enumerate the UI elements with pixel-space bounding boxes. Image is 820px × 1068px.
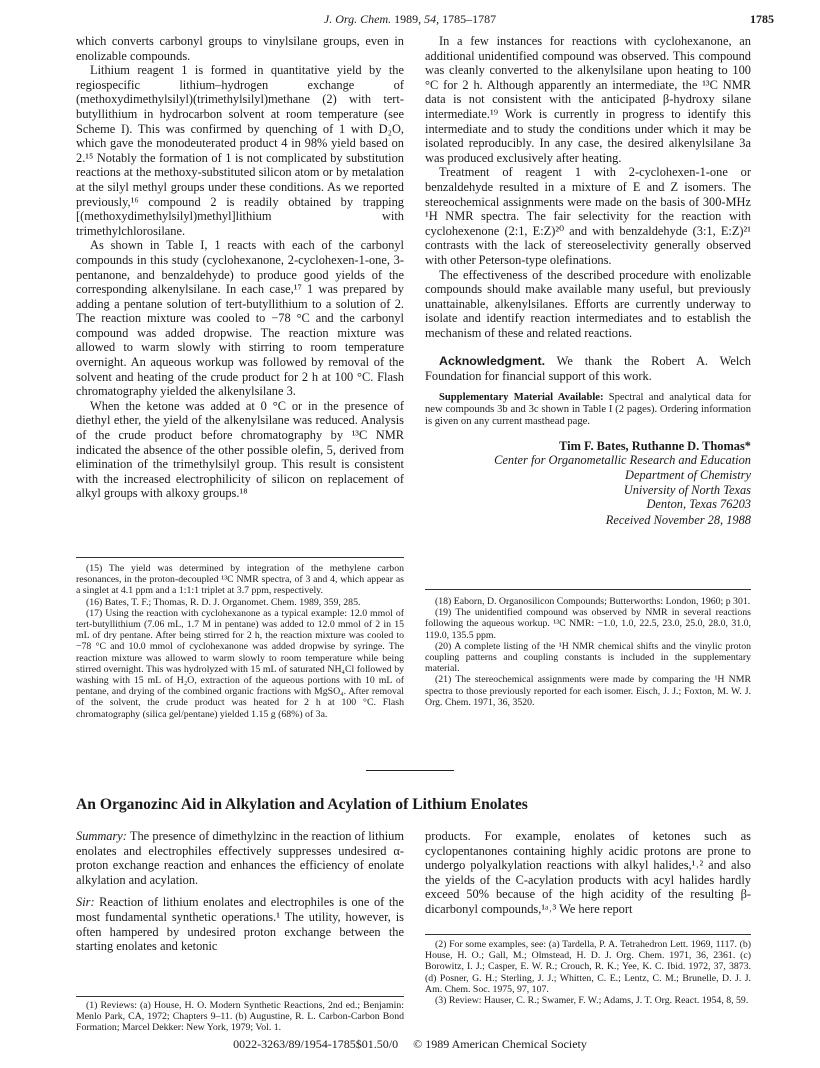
article1-right-column bbox=[425, 34, 751, 527]
header-pages: 1785–1787 bbox=[439, 12, 497, 26]
affiliation-3: University of North Texas bbox=[623, 482, 751, 497]
footnote: (2) For some examples, see: (a) Tardella, P. A. Tetrahedron Lett. 1969, 1117. (b) House, H. O.; Gall, M.; Olmstead, H. D. J. Org. Chem. 1971, 36, 2361. (c) Borowitz, I. J.; Casper, E. W. R.; Crouch, R. K.; Yee, K. C. Ibid. 1972, 37, 3873. (d) Posner, G. H.; Sterling, J. J.; Whitten, C. E.; Lentz, C. M.; Brunelle, D. J. J. Am. Chem. Soc. 1975, 97, 107. bbox=[425, 939, 751, 995]
footnote: (19) The unidentified compound was observed by NMR in several reactions following the aqueous workup. ¹³C NMR: −1.0, 1.0, 22.5, 23.0, 25.0, 28.0, 31.0, 119.0, 135.5 ppm. bbox=[425, 607, 751, 641]
paragraph: The effectiveness of the described procedure with enolizable compounds should make available many useful, but previously unattainable, alkenylsilanes. Efforts are currently underway to isolate and identify reaction intermediates and to establish the mechanism of these and related reactions. bbox=[425, 267, 751, 340]
paragraph: which converts carbonyl groups to vinylsilane groups, even in enolizable compounds. bbox=[76, 34, 404, 63]
affiliation-2: Department of Chemistry bbox=[625, 468, 751, 483]
footnote: (20) A complete listing of the ¹H NMR chemical shifts and the vinylic proton coupling patterns and coupling constants is included in the supplementary material. bbox=[425, 640, 751, 675]
footnote: (15) The yield was determined by integration of the methylene carbon resonances, in the proton-decoupled ¹³C NMR spectra, of 3 and 4, which appear as a singlet at 4.1 ppm and a 1:1:1 triplet at 3.7 ppm, respectively. bbox=[76, 563, 404, 597]
footnote-rule bbox=[76, 557, 404, 558]
affiliation-1: Center for Organometallic Research and Education bbox=[494, 453, 751, 468]
sir-paragraph bbox=[76, 895, 404, 953]
footnote: (3) Review: Hauser, C. R.; Swamer, F. W.; Adams, J. T. Org. React. 1954, 8, 59. bbox=[435, 995, 749, 1007]
acknowledgment bbox=[425, 354, 751, 383]
acknowledgment-text: We thank the Robert A. Welch Foundation for financial support of this work. bbox=[425, 354, 751, 384]
footnote-rule bbox=[425, 589, 751, 590]
paragraph: products. For example, enolates of ketones such as cyclopentanones containing highly acidic protons are prone to undergo polyalkylation reactions with alkyl halides,¹˒² and also the yields of the C-acylation products with acyl halides hardly exceed 50% because of the high acidity of the resulting β-dicarbonyl compounds,¹ᵃ˒³ We here report bbox=[425, 829, 751, 916]
paragraph: In a few instances for reactions with cyclohexanone, an additional unidentified compound was observed. This compound was cleanly converted to the alkenylsilane upon heating to 100 °C for 2 h. Although apparently an intermediate, the ¹³C NMR data is not consistent with the anticipated β-hydroxy silane intermediate.¹⁹ Work is currently in progress to identify this intermediate and to study the conditions under which it may be isolated reproducibly. In any case, the desired alkenylsilane 3a was produced exclusively after heating. bbox=[425, 34, 751, 165]
supplementary-text: Spectral and analytical data for new compounds 3b and 3c shown in Table I (2 pages). Ordering information is given on any current masthead page. bbox=[425, 391, 751, 428]
paragraph: When the ketone was added at 0 °C or in the presence of diethyl ether, the yield of the alkenylsilane was reduced. Analysis of the crude product before chromatography by ¹³C NMR indicated the absence of the other possible olefin, 5, derived from elimination of the trimethylsilyl group. This result is consistent with the increased electrophilicity of silicon on replacement of alkyl groups with alkoxy groups.¹⁸ bbox=[76, 398, 404, 501]
page-footer bbox=[0, 1037, 820, 1052]
acknowledgment-label: Acknowledgment. bbox=[439, 354, 546, 369]
supplementary-material bbox=[425, 392, 751, 429]
footnote: (16) Bates, T. F.; Thomas, R. D. J. Organomet. Chem. 1989, 359, 285. bbox=[86, 596, 361, 608]
article2-right-column bbox=[425, 829, 751, 917]
article2-left-column bbox=[76, 829, 404, 954]
summary-label: Summary: bbox=[76, 829, 127, 843]
article1-right-footnotes bbox=[425, 596, 751, 708]
footnote: (18) Eaborn, D. Organosilicon Compounds; Butterworths: London, 1960; p 301. bbox=[435, 596, 751, 607]
footnote: (21) The stereochemical assignments were made by comparing the ¹H NMR spectra to those previously reported for each isomer. Eisch, J. J.; Foxton, M. W. J. Org. Chem. 1971, 36, 3520. bbox=[425, 674, 751, 708]
summary-text: The presence of dimethylzinc in the reaction of lithium enolates and electrophiles effectively suppresses undesired α-proton exchange reaction and enhances the efficiency of enolate alkylation and acylation. bbox=[76, 829, 404, 887]
page-number: 1785 bbox=[750, 12, 774, 26]
supplementary-label: Supplementary Material Available: bbox=[439, 391, 604, 403]
article1-left-footnotes bbox=[76, 563, 404, 720]
article-separator bbox=[366, 770, 454, 771]
article2-left-footnotes bbox=[76, 1000, 404, 1034]
received-date: Received November 28, 1988 bbox=[605, 512, 751, 527]
footer-copyright: © 1989 American Chemical Society bbox=[413, 1037, 587, 1051]
paragraph: As shown in Table I, 1 reacts with each of the carbonyl compounds in this study (cyclohexanone, 2-cyclohexen-1-one, 3-pentanone, and benzaldehyde) to produce good yields of the corresponding alkenylsilane. In each case,¹⁷ 1 was prepared by adding a pentane solution of tert-butyllithium to a solution of 2. The reaction mixture was cooled to −78 °C and the carbonyl compound was added dropwise. The reaction mixture was allowed to warm slowly with stirring to room temperature overnight. An aqueous workup was followed by removal of the solvent and heating of the crude product for 2 h at 100 °C. Flash chromatography yielded the alkenylsilane 3. bbox=[76, 238, 404, 399]
summary bbox=[76, 829, 404, 887]
footnote-rule bbox=[425, 934, 751, 935]
article2-right-footnotes bbox=[425, 939, 751, 1006]
affiliation-4: Denton, Texas 76203 bbox=[646, 497, 751, 512]
paragraph: Treatment of reagent 1 with 2-cyclohexen-1-one or benzaldehyde resulted in a mixture of E and Z isomers. The stereochemical assignments were made on the basis of 300-MHz ¹H NMR spectra. The fair selectivity for the reaction with cyclohexenone (2:1, E:Z)²⁰ and with benzaldehyde (3:1, E:Z)²¹ contrasts with the lack of stereoselectivity generally observed with other Peterson-type olefinations. bbox=[425, 165, 751, 267]
footer-code: 0022-3263/89/1954-1785$01.50/0 bbox=[233, 1037, 399, 1051]
footnote-rule bbox=[76, 996, 404, 997]
paragraph: Lithium reagent 1 is formed in quantitative yield by the regiospecific lithium–hydrogen exchange of (methoxydimethylsilyl)(trimethylsilyl)methane (2) with tert-butyllithium in hydrocarbon solvent at room temperature (see Scheme I). This was confirmed by quenching of 1 with D₂O, which gave the monodeuterated product 4 in 98% yield based on 2.¹⁵ Notably the formation of 1 is not complicated by substitution reactions at the methoxy-substituted silicon atom or by metalation at the silyl methyl groups under these conditions. As we reported previously,¹⁶ compound 2 is readily obtained by trapping [(methoxydimethylsilyl)methyl]lithium with trimethylchlorosilane. bbox=[76, 63, 404, 238]
footnote: (17) Using the reaction with cyclohexanone as a typical example: 12.0 mmol of tert-butyllithium (7.06 mL, 1.7 M in pentane) was added to 12.0 mmol of 2 in 15 mL of dry pentane. After being stirred for 2 h, the reaction mixture was cooled to −78 °C and 10.0 mmol of cyclohexanone was added dropwise by syringe. The reaction mixture was allowed to warm slowly to room temperature while being stirred overnight. This was hydrolyzed with 15 mL of saturated NH₄Cl followed by washing with 15 mL of H₂O, extraction of the aqueous portions with 10 mL of pentane, and drying of the combined organic fractions with MgSO₄. After removal of the solvent, the crude product was heated for 2 h at 100 °C. Flash chromatography (silica gel/pentane) yielded 1.15 g (68%) of 3a. bbox=[76, 607, 404, 720]
sir-label: Sir: bbox=[76, 895, 95, 910]
header-volume: 54, bbox=[424, 12, 440, 26]
header-year: 1989, bbox=[391, 12, 425, 26]
authors: Tim F. Bates, Ruthanne D. Thomas* bbox=[559, 438, 751, 453]
journal-name: J. Org. Chem. bbox=[323, 12, 392, 26]
running-header bbox=[0, 12, 820, 27]
article1-left-column bbox=[76, 34, 404, 501]
footnote: (1) Reviews: (a) House, H. O. Modern Synthetic Reactions, 2nd ed.; Benjamin: Menlo Park, CA, 1972; Chapters 9–11. (b) Augustine, R. L. Carbon-Carbon Bond Formation; Marcel Dekker: New York, 1979; Vol. 1. bbox=[76, 1000, 404, 1034]
sir-text: Reaction of lithium enolates and electrophiles is one of the most fundamental synthetic operations.¹ The utility, however, is often hampered by undesired proton exchange between the starting enolates and ketonic bbox=[76, 895, 404, 954]
article2-title: An Organozinc Aid in Alkylation and Acylation of Lithium Enolates bbox=[76, 796, 528, 813]
